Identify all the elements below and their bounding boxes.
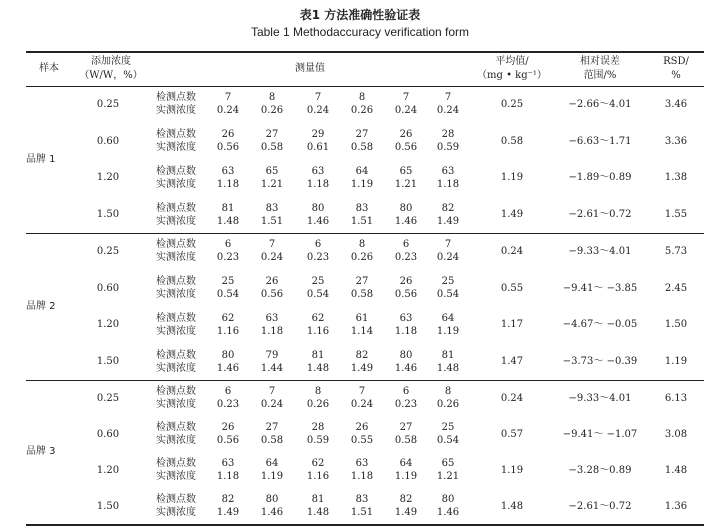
detect-points-value: 27 bbox=[355, 276, 369, 288]
measured-conc-value: 0.24 bbox=[394, 105, 418, 117]
measured-conc-value: 1.51 bbox=[350, 215, 374, 227]
added-concentration: 0.25 bbox=[96, 245, 120, 257]
detect-points-value: 8 bbox=[358, 239, 366, 251]
measured-conc-value: 0.24 bbox=[350, 399, 374, 410]
average-value: 1.19 bbox=[500, 464, 524, 476]
header-error-line2: 范围/% bbox=[583, 70, 617, 81]
detect-points-value: 6 bbox=[402, 239, 410, 251]
row-label-conc: 实测浓度 bbox=[156, 215, 196, 227]
detect-points-value: 63 bbox=[355, 458, 369, 469]
detect-points-value: 82 bbox=[355, 349, 369, 361]
measured-conc-value: 0.58 bbox=[260, 435, 284, 446]
detect-points-value: 26 bbox=[221, 422, 235, 433]
detect-points-value: 7 bbox=[314, 92, 322, 104]
row-label-points: 检测点数 bbox=[156, 239, 196, 251]
detect-points-value: 25 bbox=[441, 422, 455, 433]
measured-conc-value: 0.24 bbox=[306, 105, 330, 117]
detect-points-value: 62 bbox=[311, 458, 325, 469]
detect-points-value: 28 bbox=[441, 129, 455, 141]
measured-conc-value: 0.23 bbox=[394, 252, 418, 264]
detect-points-value: 26 bbox=[399, 276, 413, 288]
detect-points-value: 7 bbox=[224, 92, 232, 104]
measured-conc-value: 1.46 bbox=[306, 215, 330, 227]
average-value: 1.49 bbox=[500, 209, 524, 221]
detect-points-value: 7 bbox=[268, 386, 276, 397]
measured-conc-value: 0.26 bbox=[350, 252, 374, 264]
row-label-conc: 实测浓度 bbox=[156, 178, 196, 190]
added-concentration: 0.25 bbox=[96, 392, 120, 404]
rsd-value: 5.73 bbox=[664, 245, 688, 257]
measured-conc-value: 1.18 bbox=[260, 325, 284, 337]
measured-conc-value: 0.56 bbox=[394, 142, 418, 154]
detect-points-value: 83 bbox=[265, 202, 279, 214]
measured-conc-value: 1.21 bbox=[394, 178, 418, 190]
measured-conc-value: 0.23 bbox=[306, 252, 330, 264]
detect-points-value: 82 bbox=[399, 494, 413, 505]
detect-points-value: 7 bbox=[444, 92, 452, 104]
detect-points-value: 25 bbox=[221, 276, 235, 288]
relative-error-range: −3.28～0.89 bbox=[568, 464, 632, 476]
detect-points-value: 65 bbox=[265, 165, 279, 177]
detect-points-value: 80 bbox=[221, 349, 235, 361]
detect-points-value: 8 bbox=[268, 92, 276, 104]
detect-points-value: 25 bbox=[441, 276, 455, 288]
detect-points-value: 8 bbox=[314, 386, 322, 397]
measured-conc-value: 1.46 bbox=[436, 507, 460, 518]
measured-conc-value: 0.54 bbox=[306, 289, 330, 301]
measured-conc-value: 0.23 bbox=[216, 399, 240, 410]
rsd-value: 1.38 bbox=[664, 172, 688, 184]
row-label-conc: 实测浓度 bbox=[156, 362, 196, 374]
detect-points-value: 28 bbox=[311, 422, 325, 433]
measured-conc-value: 0.24 bbox=[216, 105, 240, 117]
detect-points-value: 62 bbox=[311, 312, 325, 324]
average-value: 0.24 bbox=[500, 392, 524, 404]
detect-points-value: 27 bbox=[265, 129, 279, 141]
measured-conc-value: 1.49 bbox=[216, 507, 240, 518]
row-label-points: 检测点数 bbox=[156, 494, 196, 505]
table-title-en: Table 1 Methodaccuracy verification form bbox=[250, 25, 470, 39]
header-error-line1: 相对误差 bbox=[580, 56, 620, 67]
header-rule bbox=[26, 86, 704, 87]
brand-label: 品牌 3 bbox=[26, 446, 56, 457]
detect-points-value: 81 bbox=[311, 494, 325, 505]
measured-conc-value: 0.59 bbox=[306, 435, 330, 446]
brand-label: 品牌 1 bbox=[26, 153, 56, 165]
measured-conc-value: 0.59 bbox=[436, 142, 460, 154]
measured-conc-value: 0.55 bbox=[350, 435, 374, 446]
detect-points-value: 27 bbox=[399, 422, 413, 433]
detect-points-value: 82 bbox=[221, 494, 235, 505]
row-label-points: 检测点数 bbox=[156, 312, 196, 324]
measured-conc-value: 0.56 bbox=[260, 289, 284, 301]
measured-conc-value: 1.51 bbox=[260, 215, 284, 227]
detect-points-value: 63 bbox=[441, 165, 455, 177]
measured-conc-value: 0.58 bbox=[394, 435, 418, 446]
detect-points-value: 7 bbox=[268, 239, 276, 251]
detect-points-value: 80 bbox=[441, 494, 455, 505]
top-rule bbox=[26, 51, 704, 53]
measured-conc-value: 0.56 bbox=[394, 289, 418, 301]
average-value: 1.19 bbox=[500, 172, 524, 184]
row-label-points: 检测点数 bbox=[156, 276, 196, 288]
measured-conc-value: 1.18 bbox=[436, 178, 460, 190]
measured-conc-value: 1.48 bbox=[306, 507, 330, 518]
measured-conc-value: 0.24 bbox=[436, 252, 460, 264]
detect-points-value: 6 bbox=[314, 239, 322, 251]
rsd-value: 6.13 bbox=[664, 392, 688, 404]
detect-points-value: 63 bbox=[399, 312, 413, 324]
added-concentration: 0.60 bbox=[96, 135, 120, 147]
added-concentration: 1.20 bbox=[96, 319, 120, 331]
relative-error-range: −6.63～1.71 bbox=[568, 135, 632, 147]
measured-conc-value: 1.44 bbox=[260, 362, 284, 374]
measured-conc-value: 1.46 bbox=[394, 362, 418, 374]
header-avg-line2: （mg • kg⁻¹） bbox=[477, 70, 547, 81]
row-label-points: 检测点数 bbox=[156, 422, 196, 433]
average-value: 1.47 bbox=[500, 356, 524, 368]
detect-points-value: 83 bbox=[355, 494, 369, 505]
detect-points-value: 26 bbox=[265, 276, 279, 288]
relative-error-range: −2.61～0.72 bbox=[568, 500, 632, 512]
row-label-points: 检测点数 bbox=[156, 129, 196, 141]
measured-conc-value: 1.46 bbox=[216, 362, 240, 374]
added-concentration: 1.50 bbox=[96, 209, 120, 221]
detect-points-value: 8 bbox=[358, 92, 366, 104]
measured-conc-value: 1.14 bbox=[350, 325, 374, 337]
header-rsd-line1: RSD/ bbox=[663, 56, 689, 67]
measured-conc-value: 1.46 bbox=[394, 215, 418, 227]
measured-conc-value: 1.16 bbox=[306, 471, 330, 482]
bottom-rule bbox=[26, 524, 704, 526]
detect-points-value: 81 bbox=[311, 349, 325, 361]
detect-points-value: 27 bbox=[265, 422, 279, 433]
measured-conc-value: 1.18 bbox=[394, 325, 418, 337]
detect-points-value: 82 bbox=[441, 202, 455, 214]
header-added-line1: 添加浓度 bbox=[91, 56, 131, 67]
relative-error-range: −9.33～4.01 bbox=[568, 245, 632, 257]
measured-conc-value: 1.48 bbox=[436, 362, 460, 374]
relative-error-range: −2.66～4.01 bbox=[568, 98, 632, 110]
measured-conc-value: 1.18 bbox=[306, 178, 330, 190]
detect-points-value: 6 bbox=[224, 386, 232, 397]
rsd-value: 3.46 bbox=[664, 98, 688, 110]
header-sample: 样本 bbox=[39, 63, 59, 74]
detect-points-value: 83 bbox=[355, 202, 369, 214]
measured-conc-value: 1.16 bbox=[306, 325, 330, 337]
average-value: 0.58 bbox=[500, 135, 524, 147]
rsd-value: 1.55 bbox=[664, 209, 688, 221]
rsd-value: 3.36 bbox=[664, 135, 688, 147]
row-label-conc: 实测浓度 bbox=[156, 471, 196, 482]
measured-conc-value: 0.58 bbox=[350, 289, 374, 301]
detect-points-value: 81 bbox=[221, 202, 235, 214]
detect-points-value: 27 bbox=[355, 129, 369, 141]
brand-divider-2 bbox=[26, 380, 704, 381]
detect-points-value: 64 bbox=[355, 165, 369, 177]
measured-conc-value: 1.18 bbox=[350, 471, 374, 482]
measured-conc-value: 0.58 bbox=[260, 142, 284, 154]
measured-conc-value: 0.56 bbox=[216, 435, 240, 446]
measured-conc-value: 1.19 bbox=[260, 471, 284, 482]
header-added-line2: （W/W，%） bbox=[79, 70, 143, 81]
detect-points-value: 64 bbox=[441, 312, 455, 324]
measured-conc-value: 1.21 bbox=[436, 471, 460, 482]
measured-conc-value: 1.49 bbox=[394, 507, 418, 518]
row-label-conc: 实测浓度 bbox=[156, 435, 196, 446]
relative-error-range: −2.61～0.72 bbox=[568, 209, 632, 221]
measured-conc-value: 1.48 bbox=[306, 362, 330, 374]
detect-points-value: 64 bbox=[399, 458, 413, 469]
detect-points-value: 7 bbox=[444, 239, 452, 251]
measured-conc-value: 1.46 bbox=[260, 507, 284, 518]
average-value: 0.55 bbox=[500, 282, 524, 294]
average-value: 0.24 bbox=[500, 245, 524, 257]
detect-points-value: 65 bbox=[441, 458, 455, 469]
detect-points-value: 63 bbox=[221, 458, 235, 469]
relative-error-range: −3.73～ −0.39 bbox=[562, 356, 638, 368]
average-value: 1.48 bbox=[500, 500, 524, 512]
added-concentration: 1.50 bbox=[96, 500, 120, 512]
detect-points-value: 80 bbox=[399, 349, 413, 361]
added-concentration: 1.50 bbox=[96, 356, 120, 368]
row-label-conc: 实测浓度 bbox=[156, 142, 196, 154]
added-concentration: 1.20 bbox=[96, 464, 120, 476]
detect-points-value: 26 bbox=[399, 129, 413, 141]
detect-points-value: 29 bbox=[311, 129, 325, 141]
detect-points-value: 26 bbox=[355, 422, 369, 433]
rsd-value: 1.48 bbox=[664, 464, 688, 476]
table-title-cn: 表1 方法准确性验证表 bbox=[299, 8, 421, 22]
row-label-conc: 实测浓度 bbox=[156, 289, 196, 301]
relative-error-range: −1.89～0.89 bbox=[568, 172, 632, 184]
rsd-value: 1.36 bbox=[664, 500, 688, 512]
brand-label: 品牌 2 bbox=[26, 300, 56, 312]
header-measured: 测量值 bbox=[295, 63, 325, 74]
detect-points-value: 6 bbox=[402, 386, 410, 397]
measured-conc-value: 0.23 bbox=[394, 399, 418, 410]
detect-points-value: 63 bbox=[265, 312, 279, 324]
detect-points-value: 25 bbox=[311, 276, 325, 288]
measured-conc-value: 0.61 bbox=[306, 142, 330, 154]
row-label-conc: 实测浓度 bbox=[156, 325, 196, 337]
average-value: 0.25 bbox=[500, 98, 524, 110]
detect-points-value: 7 bbox=[402, 92, 410, 104]
detect-points-value: 7 bbox=[358, 386, 366, 397]
header-avg-line1: 平均值/ bbox=[495, 56, 529, 67]
rsd-value: 3.08 bbox=[664, 428, 688, 440]
row-label-conc: 实测浓度 bbox=[156, 252, 196, 264]
detect-points-value: 63 bbox=[311, 165, 325, 177]
row-label-points: 检测点数 bbox=[156, 202, 196, 214]
measured-conc-value: 0.54 bbox=[216, 289, 240, 301]
average-value: 0.57 bbox=[500, 428, 524, 440]
row-label-points: 检测点数 bbox=[156, 349, 196, 361]
added-concentration: 0.60 bbox=[96, 428, 120, 440]
detect-points-value: 64 bbox=[265, 458, 279, 469]
average-value: 1.17 bbox=[500, 319, 524, 331]
relative-error-range: −9.41～ −1.07 bbox=[562, 428, 638, 440]
measured-conc-value: 0.24 bbox=[260, 252, 284, 264]
measured-conc-value: 1.16 bbox=[216, 325, 240, 337]
measured-conc-value: 0.54 bbox=[436, 435, 460, 446]
detect-points-value: 8 bbox=[444, 386, 452, 397]
measured-conc-value: 1.21 bbox=[260, 178, 284, 190]
measured-conc-value: 1.51 bbox=[350, 507, 374, 518]
rsd-value: 2.45 bbox=[664, 282, 688, 294]
relative-error-range: −9.33～4.01 bbox=[568, 392, 632, 404]
header-rsd-line2: % bbox=[671, 70, 681, 81]
row-label-points: 检测点数 bbox=[156, 165, 196, 177]
row-label-points: 检测点数 bbox=[156, 458, 196, 469]
detect-points-value: 26 bbox=[221, 129, 235, 141]
row-label-conc: 实测浓度 bbox=[156, 105, 196, 117]
detect-points-value: 62 bbox=[221, 312, 235, 324]
relative-error-range: −9.41～ −3.85 bbox=[562, 282, 638, 294]
detect-points-value: 81 bbox=[441, 349, 455, 361]
measured-conc-value: 0.58 bbox=[350, 142, 374, 154]
added-concentration: 1.20 bbox=[96, 172, 120, 184]
detect-points-value: 63 bbox=[221, 165, 235, 177]
row-label-conc: 实测浓度 bbox=[156, 399, 196, 410]
detect-points-value: 80 bbox=[265, 494, 279, 505]
measured-conc-value: 0.54 bbox=[436, 289, 460, 301]
added-concentration: 0.25 bbox=[96, 98, 120, 110]
measured-conc-value: 0.26 bbox=[306, 399, 330, 410]
detect-points-value: 80 bbox=[311, 202, 325, 214]
detect-points-value: 6 bbox=[224, 239, 232, 251]
measured-conc-value: 0.23 bbox=[216, 252, 240, 264]
measured-conc-value: 0.26 bbox=[350, 105, 374, 117]
brand-divider-1 bbox=[26, 233, 704, 234]
row-label-points: 检测点数 bbox=[156, 92, 196, 104]
row-label-points: 检测点数 bbox=[156, 386, 196, 397]
measured-conc-value: 0.24 bbox=[436, 105, 460, 117]
detect-points-value: 80 bbox=[399, 202, 413, 214]
rsd-value: 1.19 bbox=[664, 356, 688, 368]
measured-conc-value: 1.18 bbox=[216, 178, 240, 190]
measured-conc-value: 0.26 bbox=[260, 105, 284, 117]
detect-points-value: 65 bbox=[399, 165, 413, 177]
added-concentration: 0.60 bbox=[96, 282, 120, 294]
rsd-value: 1.50 bbox=[664, 319, 688, 331]
measured-conc-value: 1.19 bbox=[350, 178, 374, 190]
measured-conc-value: 1.19 bbox=[436, 325, 460, 337]
measured-conc-value: 0.56 bbox=[216, 142, 240, 154]
measured-conc-value: 1.48 bbox=[216, 215, 240, 227]
measured-conc-value: 1.49 bbox=[350, 362, 374, 374]
row-label-conc: 实测浓度 bbox=[156, 507, 196, 518]
measured-conc-value: 0.24 bbox=[260, 399, 284, 410]
measured-conc-value: 1.19 bbox=[394, 471, 418, 482]
measured-conc-value: 1.18 bbox=[216, 471, 240, 482]
measured-conc-value: 1.49 bbox=[436, 215, 460, 227]
measured-conc-value: 0.26 bbox=[436, 399, 460, 410]
relative-error-range: −4.67～ −0.05 bbox=[562, 319, 638, 331]
detect-points-value: 79 bbox=[265, 349, 279, 361]
detect-points-value: 61 bbox=[355, 312, 369, 324]
